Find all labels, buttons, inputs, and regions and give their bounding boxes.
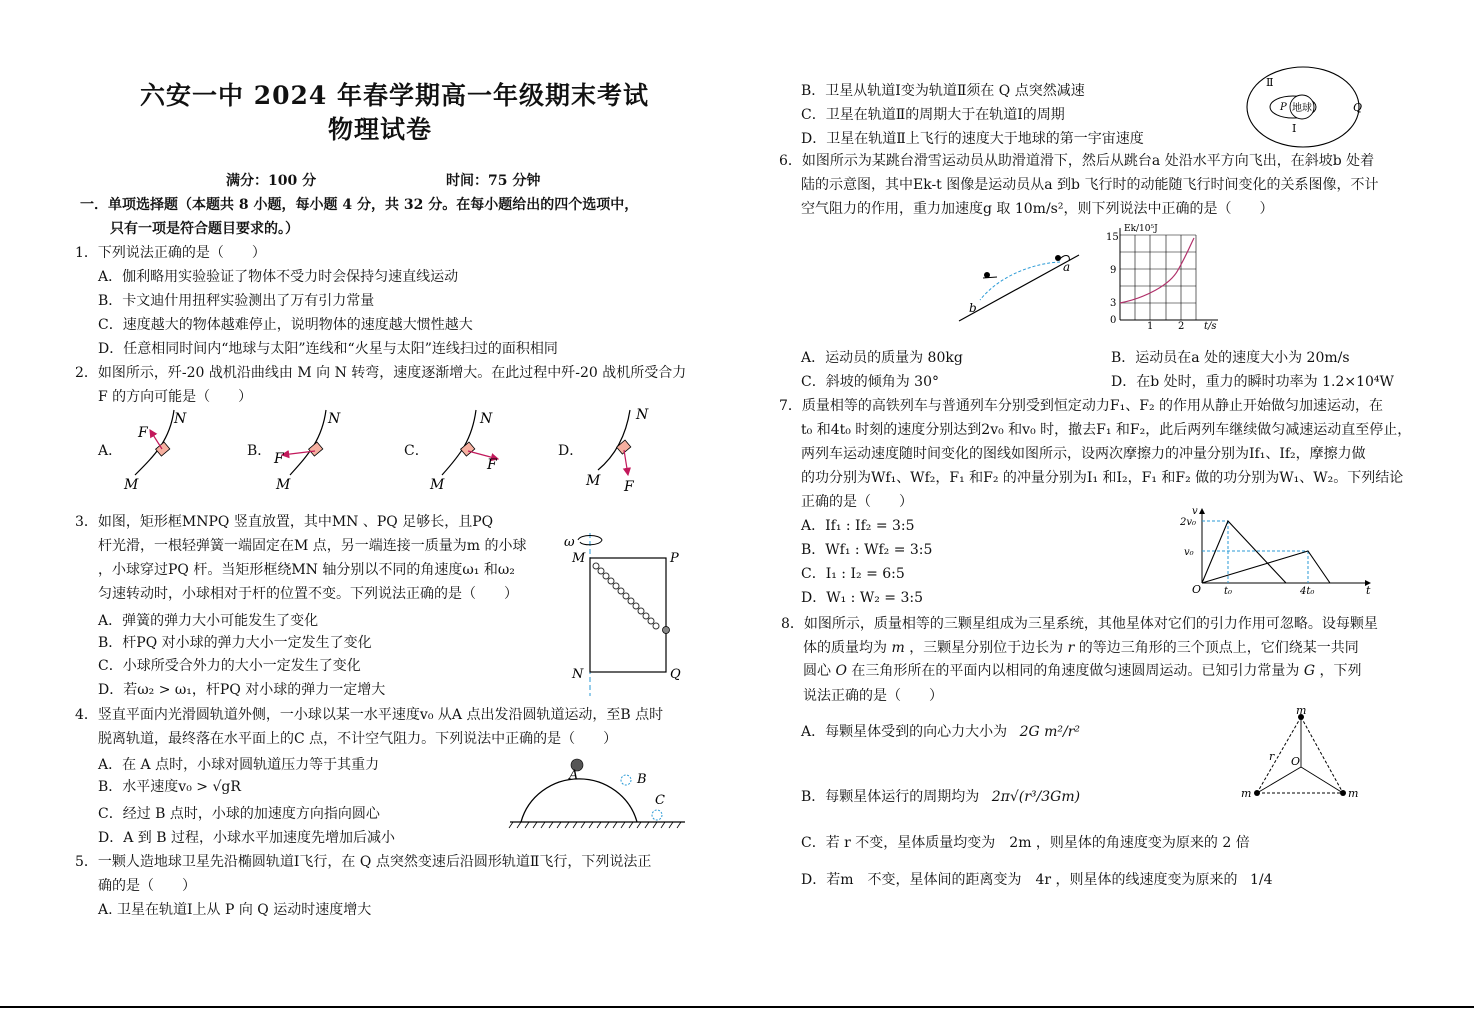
- q8-option-b-formula: 2π√(r³/3Gm): [991, 789, 1081, 805]
- q8-stem-line3: [803, 662, 1361, 680]
- q7-fig-v: v: [1192, 506, 1198, 517]
- q8-line2-part1: 体的质量均为: [803, 640, 887, 656]
- q6-ski-figure: [955, 245, 1085, 325]
- q8-option-a: [801, 723, 1080, 741]
- q7-option-d: D．W₁ : W₂ = 3:5: [801, 590, 924, 606]
- q4-ball-c: [652, 810, 662, 820]
- q8-option-a-text: A．每颗星体受到的向心力大小为: [801, 724, 1008, 740]
- q3-fig-omega: ω: [564, 535, 575, 550]
- exam-title: 六安一中 2024 年春学期高一年级期末考试: [140, 81, 649, 110]
- q8-fig-m-left: m: [1241, 787, 1252, 800]
- q8-option-d-fraction: 1/4: [1250, 872, 1273, 888]
- q4-option-b: B．水平速度v₀ > √gR: [98, 779, 241, 795]
- q3-spring: [593, 563, 659, 629]
- q5-option-a: A. 卫星在轨道Ⅰ上从 P 向 Q 运动时速度增大: [98, 902, 372, 918]
- q7-fig-2v0: 2v₀: [1180, 517, 1197, 528]
- q2-label-c: C．: [404, 443, 429, 459]
- q2-b-N: N: [328, 411, 341, 427]
- q6-fig-x1: 1: [1147, 321, 1154, 330]
- q6-option-c: C．斜坡的倾角为 30°: [801, 374, 939, 390]
- q7-fig-t0: t₀: [1224, 586, 1233, 597]
- q2-option-c-figure: [429, 410, 498, 493]
- q2-label-a: A．: [98, 443, 123, 459]
- q8-line3-part3: ，下列: [1319, 663, 1362, 679]
- q6-ek-chart: [1100, 220, 1230, 330]
- q2-c-F: F: [487, 457, 497, 473]
- q6-ek-curve: [1120, 238, 1194, 303]
- q3-stem-line3: ，小球穿过PQ 杆。当矩形框绕MN 轴分别以不同的角速度ω₁ 和ω₂: [98, 562, 515, 578]
- q4-fig-A: A: [569, 768, 579, 783]
- q2-label-b: B．: [247, 443, 272, 459]
- q5-option-b: B．卫星从轨道Ⅰ变为轨道Ⅱ须在 Q 点突然减速: [801, 83, 1085, 99]
- q5-stem-line2: 确的是（ ）: [98, 878, 196, 894]
- page-bottom-rule: [0, 1006, 1474, 1008]
- q5-option-c: C．卫星在轨道Ⅱ的周期大于在轨道Ⅰ的周期: [801, 107, 1065, 123]
- q7-option-b: B．Wf₁ : Wf₂ = 3:5: [801, 542, 933, 558]
- q2-d-F: F: [624, 479, 634, 495]
- q5-fig-P: P: [1280, 102, 1287, 113]
- q7-option-c: C．I₁ : I₂ = 6:5: [801, 566, 905, 582]
- q5-fig-earth: 地球: [1292, 103, 1312, 114]
- q8-fig-m-right: m: [1348, 787, 1359, 800]
- q1-option-d: D．任意相同时间内“地球与太阳”连线和“火星与太阳”连线扫过的面积相同: [98, 341, 558, 357]
- q6-option-b: B．运动员在a 处的速度大小为 20m/s: [1111, 350, 1350, 366]
- q3-fig-P: P: [670, 551, 679, 566]
- q5-figure: [1240, 64, 1375, 150]
- q6-stem-line3: 空气阻力的作用，重力加速度g 取 10m/s²，则下列说法中正确的是（ ）: [801, 201, 1274, 217]
- q6-stem-line2: 陆的示意图，其中Ek-t 图像是运动员从a 到b 飞行时的动能随飞行时间变化的关系图像，不计: [801, 177, 1379, 193]
- q2-a-N: N: [174, 411, 187, 427]
- q3-stem-line1: 3．如图，矩形框MNPQ 竖直放置，其中MN 、PQ 足够长，且PQ: [75, 514, 494, 530]
- q7-fig-origin: O: [1192, 583, 1202, 596]
- q4-option-d: D．A 到 B 过程，小球水平加速度先增加后减小: [98, 830, 395, 846]
- q6-option-d: D．在b 处时，重力的瞬时功率为 1.2×10⁴W: [1111, 374, 1394, 390]
- q8-line3-O: O: [835, 663, 847, 679]
- q7-stem-line4: 的功分别为Wf₁、Wf₂，F₁ 和F₂ 的冲量分别为I₁ 和I₂，F₁ 和F₂ 做的功分别为W₁、W₂。下列结论: [801, 470, 1404, 486]
- q3-ball: [663, 627, 670, 634]
- q7-stem-line1: 7．质量相等的高铁列车与普通列车分别受到恒定动力F₁、F₂ 的作用从静止开始做匀加速运动，在: [779, 398, 1384, 414]
- q8-line3-G: G: [1303, 663, 1316, 679]
- q2-option-b-figure: [273, 410, 341, 493]
- q3-figure: [560, 528, 690, 698]
- q7-line-high-speed: [1202, 521, 1286, 583]
- q5-fig-Q: Q: [1353, 101, 1363, 114]
- q4-figure: [505, 758, 690, 833]
- q3-stem-line4: 匀速转动时，小球相对于杆的位置不变。下列说法正确的是（ ）: [98, 586, 518, 602]
- q7-stem-line5: 正确的是（ ）: [801, 494, 913, 510]
- q5-option-d: D．卫星在轨道Ⅱ上飞行的速度大于地球的第一宇宙速度: [801, 131, 1144, 147]
- section-heading-line2: 只有一项是符合题目要求的。）: [110, 221, 299, 237]
- q4-stem-line1: 4．竖直平面内光滑圆轨道外侧，一小球以某一水平速度v₀ 从A 点出发沿圆轨道运动，至B 点时: [75, 707, 664, 723]
- q2-a-F: F: [138, 425, 148, 441]
- q3-option-a: A．弹簧的弹力大小可能发生了变化: [98, 613, 319, 629]
- q6-fig-a: a: [1063, 260, 1071, 274]
- q7-fig-t: t: [1366, 584, 1371, 597]
- q8-option-c: C．若 r 不变，星体质量均变为 2m ，则星体的角速度变为原来的 2 倍: [801, 835, 1250, 851]
- q8-stem-line1: 8．如图所示，质量相等的三颗星组成为三星系统，其他星体对它们的引力作用可忽略。设每颗星: [781, 616, 1378, 632]
- q5-stem-line1: 5．一颗人造地球卫星先沿椭圆轨道Ⅰ飞行，在 Q 点突然变速后沿圆形轨道Ⅱ飞行，下列说法正: [75, 854, 652, 870]
- q8-figure: [1235, 705, 1365, 805]
- q6-fig-y3: 3: [1110, 298, 1117, 309]
- q2-label-d: D．: [558, 443, 584, 459]
- q2-d-N: N: [636, 407, 649, 423]
- q8-line3-part2: 在三角形所在的平面内以相同的角速度做匀速圆周运动。已知引力常量为: [851, 663, 1300, 679]
- q4-fig-B: B: [637, 772, 647, 787]
- q5-fig-orbit-I: Ⅰ: [1292, 122, 1297, 135]
- exam-subject-title: 物理试卷: [328, 115, 433, 144]
- q1-stem: 1．下列说法正确的是（ ）: [75, 245, 266, 261]
- q8-line2-part3: 的等边三角形的三个顶点上，它们绕某一共同: [1078, 640, 1359, 656]
- q2-a-M: M: [124, 477, 139, 493]
- q7-stem-line3: 两列车运动速度随时间变化的图线如图所示，设两次摩擦力的冲量分别为If₁、If₂，摩擦力做: [801, 446, 1366, 462]
- q8-option-d-text: D．若m 不变，星体间的距离变为 4r ，则星体的线速度变为原来的: [801, 872, 1238, 888]
- q1-option-b: B．卡文迪什用扭秤实验测出了万有引力常量: [98, 293, 375, 309]
- q3-stem-line2: 杆光滑，一根轻弹簧一端固定在M 点，另一端连接一质量为m 的小球: [98, 538, 527, 554]
- q8-line2-part2: ，三颗星分别位于边长为: [909, 640, 1064, 656]
- q3-fig-N: N: [572, 667, 584, 682]
- q8-stem-line4: 说法正确的是（ ）: [803, 688, 943, 704]
- q8-option-b-text: B．每颗星体运行的周期均为: [801, 789, 980, 805]
- q8-line3-part1: 圆心: [803, 663, 831, 679]
- q2-stem-line1: 2．如图所示，歼-20 战机沿曲线由 M 向 N 转弯，速度逐渐增大。在此过程中歼-20 战机所受合力: [75, 365, 687, 381]
- q1-option-c: C．速度越大的物体越难停止，说明物体的速度越大惯性越大: [98, 317, 473, 333]
- q2-option-d-figure: [585, 407, 649, 495]
- q8-fig-m-top: m: [1296, 705, 1307, 717]
- q6-fig-b: b: [969, 301, 977, 315]
- q3-option-d: D．若ω₂ > ω₁，杆PQ 对小球的弹力一定增大: [98, 682, 386, 698]
- q1-option-a: A．伽利略用实验验证了物体不受力时会保持匀速直线运动: [98, 269, 459, 285]
- q8-option-d: [801, 871, 1273, 889]
- q8-fig-r: r: [1269, 750, 1275, 763]
- q6-stem-line1: 6．如图所示为某跳台滑雪运动员从助滑道滑下，然后从跳台a 处沿水平方向飞出，在斜坡b 处着: [779, 153, 1375, 169]
- q4-option-c: C．经过 B 点时，小球的加速度方向指向圆心: [98, 806, 380, 822]
- q2-d-M: M: [586, 473, 601, 489]
- q6-option-a: A．运动员的质量为 80kg: [801, 350, 963, 366]
- q6-fig-xlabel: t/s: [1204, 321, 1217, 330]
- q8-option-a-formula: 2G m²/r²: [1019, 724, 1081, 740]
- q6-fig-origin: 0: [1110, 315, 1117, 326]
- q4-option-a: A．在 A 点时，小球对圆轨道压力等于其重力: [98, 757, 380, 773]
- q3-fig-M: M: [572, 551, 586, 566]
- q7-line-normal: [1202, 551, 1330, 583]
- q4-ball-b: [621, 775, 631, 785]
- q4-stem-line2: 脱离轨道，最终落在水平面上的C 点，不计空气阻力。下列说法中正确的是（ ）: [98, 731, 618, 747]
- full-score: 满分：100 分: [226, 173, 317, 189]
- q2-stem-line2: F 的方向可能是（ ）: [98, 389, 253, 405]
- q2-option-a-figure: [123, 410, 187, 493]
- q5-fig-orbit-II: Ⅱ: [1266, 76, 1274, 89]
- q7-stem-line2: t₀ 和4t₀ 时刻的速度分别达到2v₀ 和v₀ 时，撤去F₁ 和F₂，此后两列车继续做匀减速运动直至停止，: [801, 422, 1412, 438]
- q8-option-b: [801, 788, 1080, 806]
- q2-b-M: M: [276, 477, 291, 493]
- q2-c-M: M: [430, 477, 445, 493]
- q8-stem-line2: [803, 639, 1359, 657]
- q2-figure: [110, 405, 690, 495]
- q7-vt-chart: [1180, 505, 1380, 597]
- q3-option-c: C．小球所受合外力的大小一定发生了变化: [98, 658, 361, 674]
- q8-line2-r: r: [1067, 640, 1075, 656]
- q4-fig-C: C: [655, 793, 665, 808]
- q6-fig-y9: 9: [1110, 265, 1117, 276]
- q3-option-b: B．杆PQ 对小球的弹力大小一定发生了变化: [98, 635, 372, 651]
- q8-fig-O: O: [1291, 755, 1301, 768]
- q6-fig-x2: 2: [1178, 321, 1185, 330]
- q3-fig-Q: Q: [670, 667, 681, 682]
- exam-time: 时间：75 分钟: [446, 173, 541, 189]
- q6-fig-y15: 15: [1106, 232, 1119, 243]
- q8-line2-m: m: [891, 640, 905, 656]
- q2-b-F: F: [274, 451, 284, 467]
- q6-fig-ylabel: Ek/10⁵J: [1124, 224, 1158, 234]
- section-heading-line1: 一．单项选择题（本题共 8 小题，每小题 4 分，共 32 分。在每小题给出的四个选项中，: [80, 197, 639, 213]
- q7-fig-4t0: 4t₀: [1300, 586, 1315, 597]
- q2-c-N: N: [480, 411, 493, 427]
- q7-fig-v0: v₀: [1184, 547, 1194, 558]
- q7-option-a: A．If₁ : If₂ = 3:5: [801, 518, 915, 534]
